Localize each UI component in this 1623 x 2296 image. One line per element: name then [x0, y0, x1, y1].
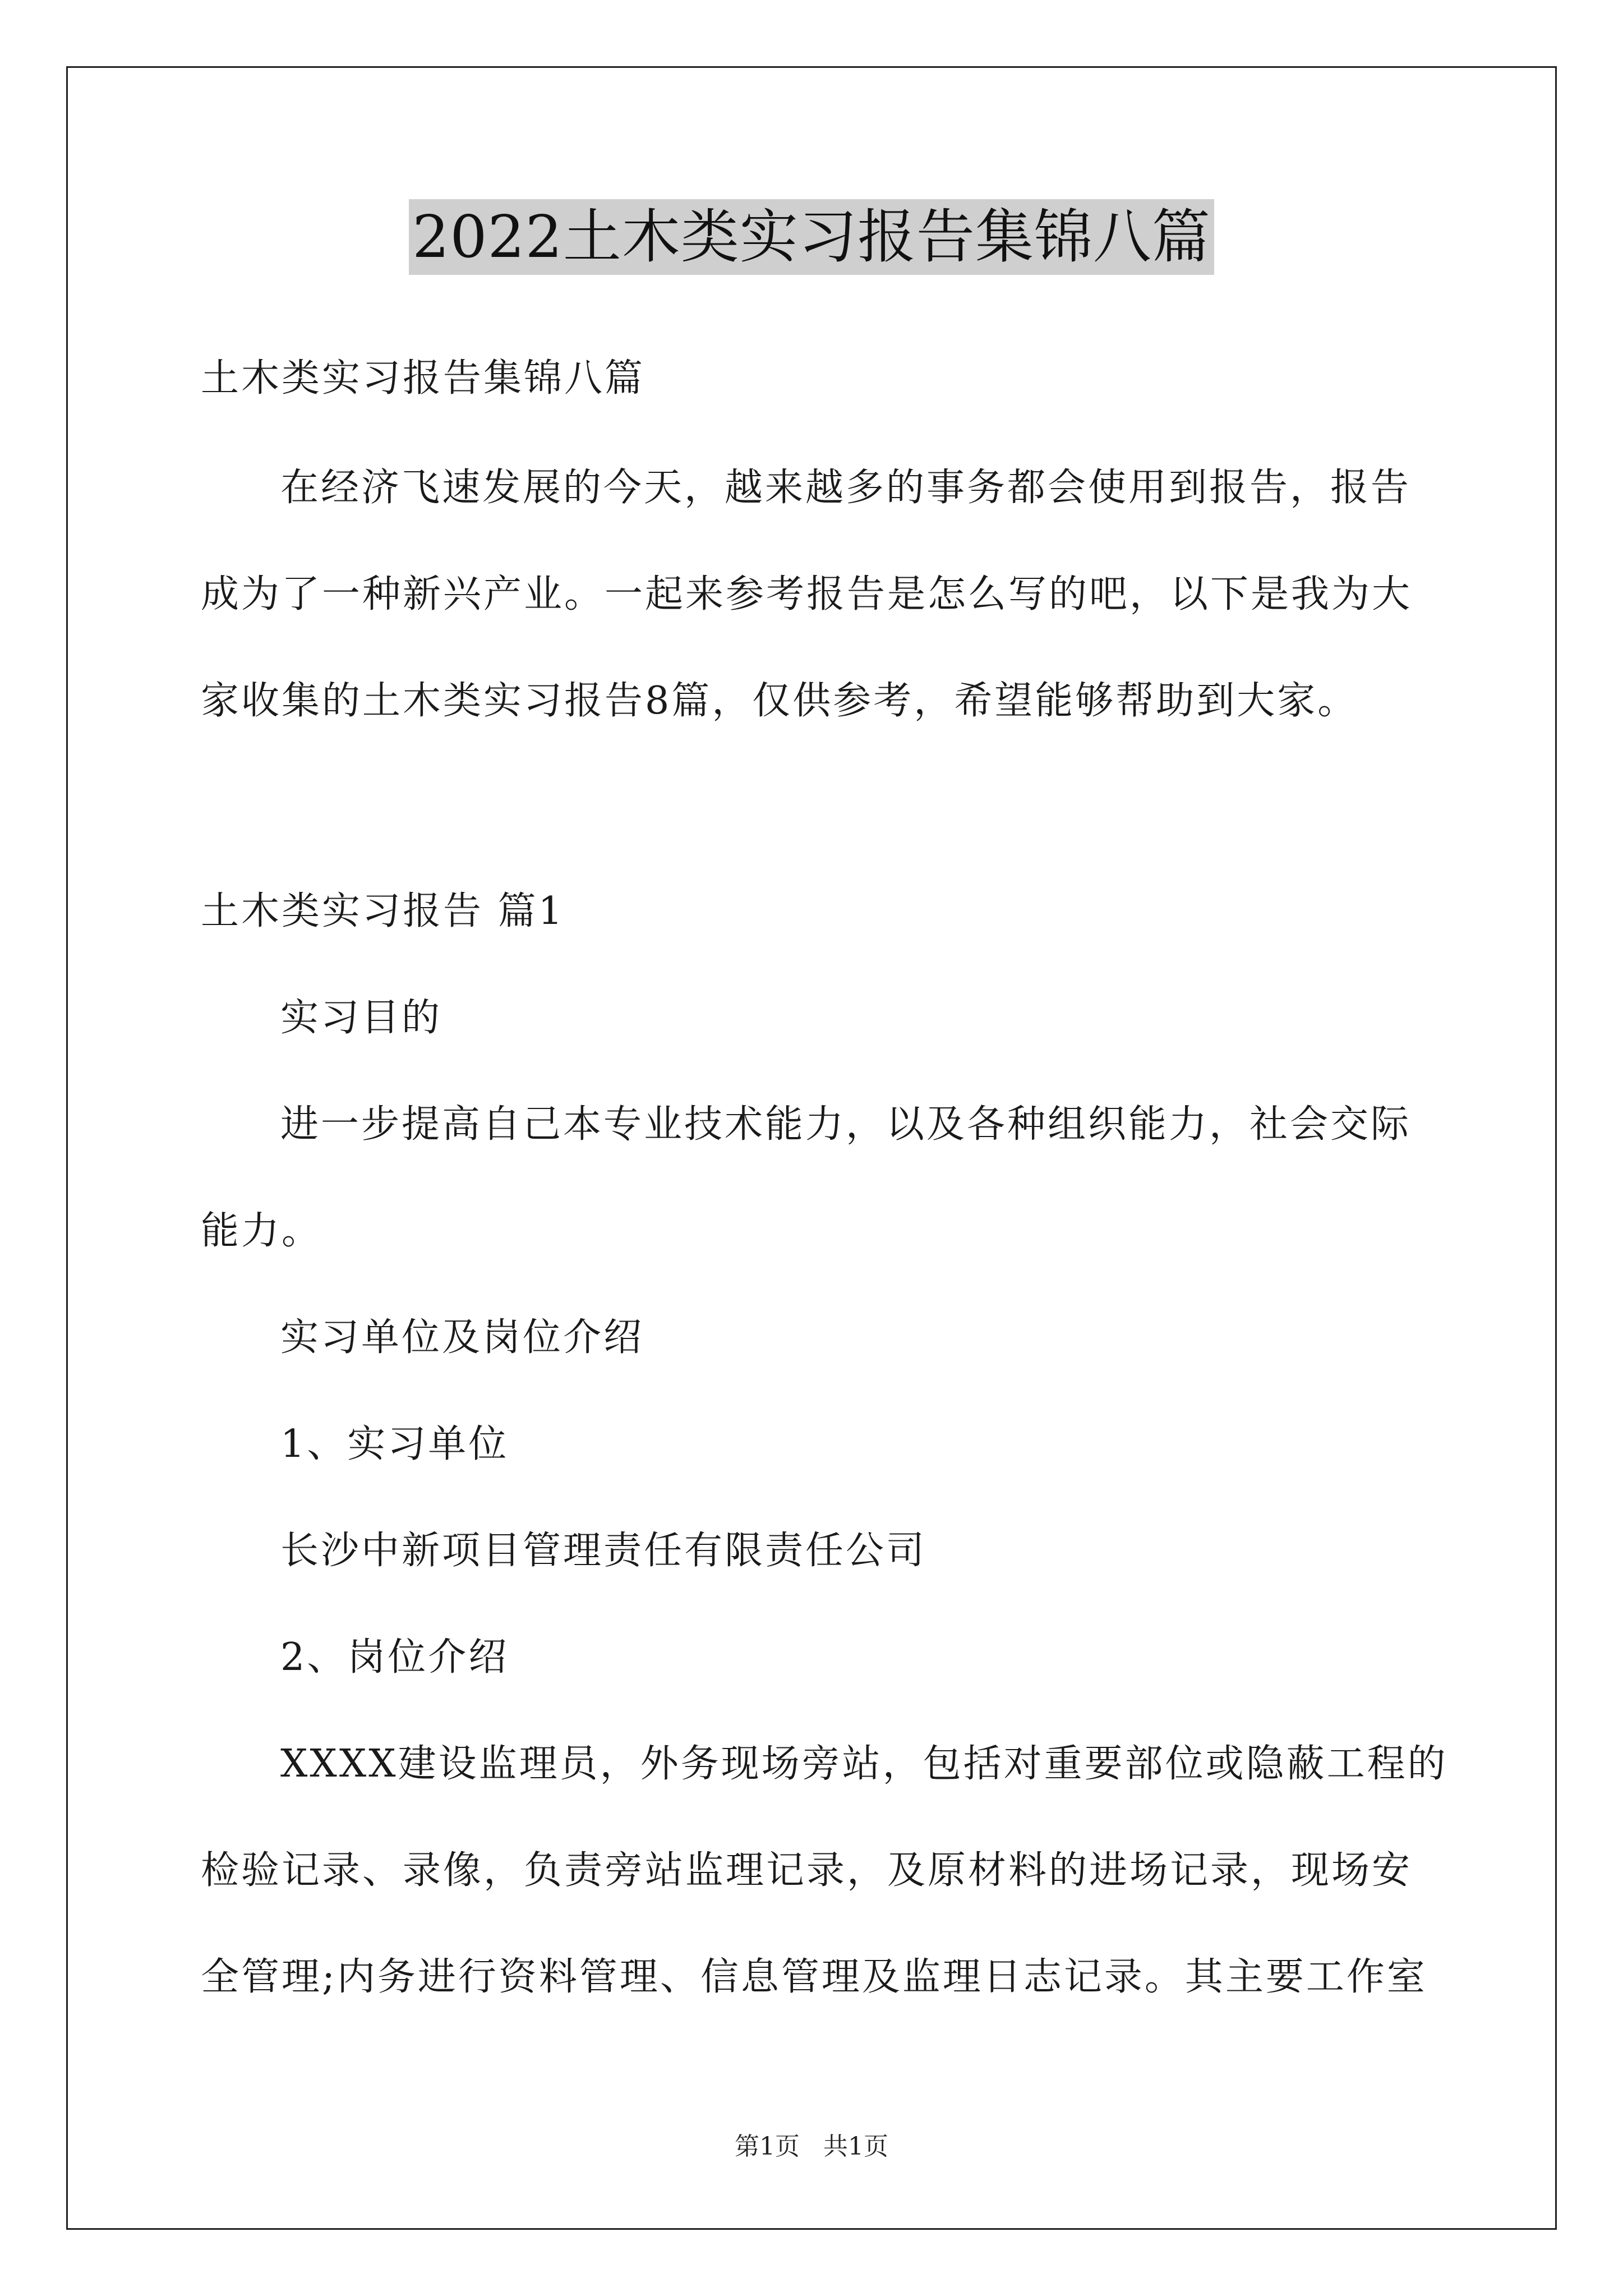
document-title: 2022土木类实习报告集锦八篇 [409, 199, 1214, 275]
paragraph-line: 成为了一种新兴产业。一起来参考报告是怎么写的吧，以下是我为大 [201, 572, 1413, 616]
paragraph-line: 在经济飞速发展的今天，越来越多的事务都会使用到报告，报告 [280, 466, 1412, 510]
title-container [0, 199, 1623, 275]
paragraph-line: XXXX建设监理员，外务现场旁站，包括对重要部位或隐蔽工程的 [280, 1742, 1448, 1786]
paragraph-line: 实习目的 [280, 996, 442, 1040]
paragraph-line: 实习单位及岗位介绍 [280, 1315, 644, 1360]
paragraph-line: 进一步提高自己本专业技术能力，以及各种组织能力，社会交际 [280, 1102, 1412, 1147]
paragraph-line: 能力。 [201, 1209, 322, 1253]
paragraph-line: 2、岗位介绍 [280, 1635, 509, 1680]
paragraph-line: 全管理;内务进行资料管理、信息管理及监理日志记录。其主要工作室 [201, 1955, 1427, 1999]
paragraph-line: 1、实习单位 [280, 1422, 509, 1466]
subtitle-line: 土木类实习报告集锦八篇 [201, 356, 645, 401]
paragraph-line: 长沙中新项目管理责任有限责任公司 [280, 1529, 927, 1573]
page-footer [0, 2126, 1623, 2162]
paragraph-line: 检验记录、录像，负责旁站监理记录，及原材料的进场记录，现场安 [201, 1848, 1413, 1893]
section-heading: 土木类实习报告 篇1 [201, 889, 565, 933]
page-total: 共1页 [823, 2132, 888, 2161]
page-number: 第1页 [735, 2132, 800, 2161]
paragraph-line: 家收集的土木类实习报告8篇，仅供参考，希望能够帮助到大家。 [201, 679, 1358, 723]
